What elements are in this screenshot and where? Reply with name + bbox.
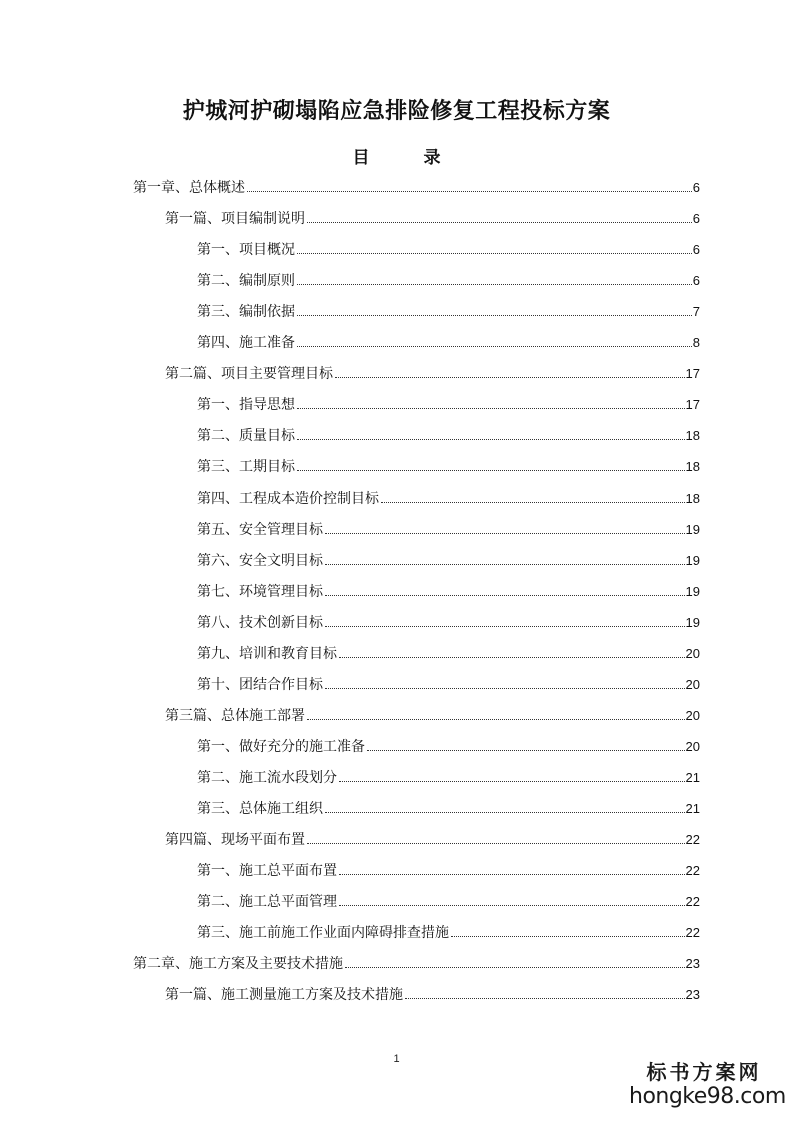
toc-leader-dots [297,252,692,254]
toc-entry-label: 第四、施工准备 [197,335,295,352]
toc-entry-label: 第五、安全管理目标 [197,521,323,538]
watermark-url: hongke98.com [629,1084,786,1109]
toc-entry-page: 22 [685,863,700,879]
toc-entry-page: 6 [692,211,700,227]
toc-entry[interactable] [165,827,700,853]
toc-entry[interactable] [197,299,700,325]
toc-leader-dots [307,842,685,844]
toc-entry-label: 第二章、施工方案及主要技术措施 [133,956,343,973]
toc-entry-label: 第三、总体施工组织 [197,801,323,817]
toc-entry-page: 7 [692,304,700,320]
toc-leader-dots [339,904,685,906]
toc-entry-label: 第二、施工总平面管理 [197,894,337,911]
toc-entry-label: 第二、施工流水段划分 [197,769,337,786]
toc-leader-dots [325,594,685,596]
toc-entry-page: 6 [692,180,700,195]
toc-leader-dots [297,438,685,440]
toc-entry-page: 18 [685,459,700,475]
toc-entry-page: 22 [685,925,700,941]
toc-entry-label: 第一、施工总平面布置 [197,863,337,880]
toc-entry-label: 第一、项目概况 [197,242,295,259]
toc-entry-page: 6 [692,273,700,289]
toc-leader-dots [381,501,685,503]
toc-entry[interactable] [165,361,700,387]
toc-leader-dots [297,345,692,347]
toc-entry-page: 6 [692,242,700,258]
toc-entry[interactable] [197,237,700,263]
page-number: 1 [393,1053,400,1065]
toc-leader-dots [345,966,685,968]
toc-entry[interactable] [197,486,700,512]
toc-leader-dots [247,190,692,192]
toc-leader-dots [339,780,685,782]
toc-entry[interactable] [197,610,700,636]
toc-entry-page: 18 [685,490,700,506]
toc-leader-dots [307,718,685,720]
watermark-logo [629,1060,786,1110]
toc-leader-dots [307,221,692,223]
toc-entry-page: 20 [685,676,700,692]
toc-entry[interactable] [197,641,700,667]
toc-entry-label: 第三、施工前施工作业面内障碍排查措施 [197,925,449,942]
toc-entry[interactable] [197,392,700,418]
toc-entry-label: 第三、工期目标 [197,459,295,476]
toc-entry-page: 19 [685,583,700,599]
toc-entry-page: 20 [685,707,700,723]
toc-entry[interactable] [197,268,700,294]
toc-entry-page: 17 [685,397,700,413]
toc-entry[interactable] [197,517,700,543]
toc-entry[interactable] [197,858,700,884]
toc-entry-page: 22 [685,832,700,848]
toc-leader-dots [297,469,685,471]
toc-entry[interactable] [197,765,700,791]
toc-entry-page: 19 [685,521,700,537]
toc-entry[interactable] [197,330,700,356]
toc-leader-dots [325,563,685,565]
toc-entry-label: 第二篇、项目主要管理目标 [165,366,333,383]
toc-entry[interactable] [133,175,700,201]
toc-leader-dots [325,532,685,534]
toc-entry[interactable] [197,920,700,946]
toc-leader-dots [335,376,685,378]
toc-entry-label: 第九、培训和教育目标 [197,645,337,662]
toc-entry-label: 第三篇、总体施工部署 [165,707,305,724]
toc-entry-page: 22 [685,894,700,910]
toc-entry[interactable] [197,734,700,760]
toc-entry-page: 19 [685,552,700,568]
toc-entry[interactable] [197,889,700,915]
toc-entry-page: 21 [685,801,700,816]
toc-entry[interactable] [165,982,700,1008]
toc-entry-label: 第四、工程成本造价控制目标 [197,490,379,507]
toc-entry-label: 第一、做好充分的施工准备 [197,738,365,755]
toc-entry-page: 21 [685,769,700,785]
toc-entry-page: 23 [685,956,700,972]
toc-leader-dots [451,935,685,937]
toc-leader-dots [325,687,685,689]
toc-leader-dots [325,625,685,627]
toc-entry-label: 第一篇、项目编制说明 [165,211,305,228]
toc-leader-dots [297,283,692,285]
toc-entry-label: 第三、编制依据 [197,304,295,321]
document-title: 护城河护砌塌陷应急排险修复工程投标方案 [182,99,611,124]
toc-entry-page: 8 [692,335,700,351]
toc-entry-page: 19 [685,614,700,630]
toc-entry-page: 23 [685,987,700,1003]
toc-leader-dots [367,749,685,751]
toc-leader-dots [339,873,685,875]
watermark-title: 标书方案网 [646,1060,762,1084]
toc-entry-label: 第六、安全文明目标 [197,552,323,569]
toc-entry-page: 20 [685,738,700,754]
toc-entry-label: 第一、指导思想 [197,397,295,414]
toc-entry-label: 第一篇、施工测量施工方案及技术措施 [165,987,403,1004]
toc-leader-dots [297,314,692,316]
toc-entry-label: 第二、编制原则 [197,273,295,290]
toc-entry-label: 第八、技术创新目标 [197,614,323,631]
toc-entry[interactable] [197,579,700,605]
toc-leader-dots [339,656,685,658]
toc-leader-dots [405,997,685,999]
toc-leader-dots [325,811,685,813]
toc-entry[interactable] [165,206,700,232]
toc-heading: 目 录 [352,148,465,168]
toc-entry[interactable] [197,548,700,574]
toc-entry-label: 第七、环境管理目标 [197,583,323,600]
toc-entry-page: 20 [685,645,700,661]
toc-entry-page: 17 [685,366,700,382]
toc-entry-label: 第四篇、现场平面布置 [165,832,305,849]
toc-entry[interactable] [197,423,700,449]
toc-entry[interactable] [197,672,700,698]
toc-entry[interactable] [165,703,700,729]
toc-entry-label: 第一章、总体概述 [133,180,245,196]
toc-entry[interactable] [197,796,700,822]
toc-entry[interactable] [197,454,700,480]
toc-entry[interactable] [133,951,700,977]
toc-entry-label: 第十、团结合作目标 [197,676,323,693]
toc-entry-label: 第二、质量目标 [197,428,295,445]
toc-entry-page: 18 [685,428,700,444]
toc-leader-dots [297,407,685,409]
